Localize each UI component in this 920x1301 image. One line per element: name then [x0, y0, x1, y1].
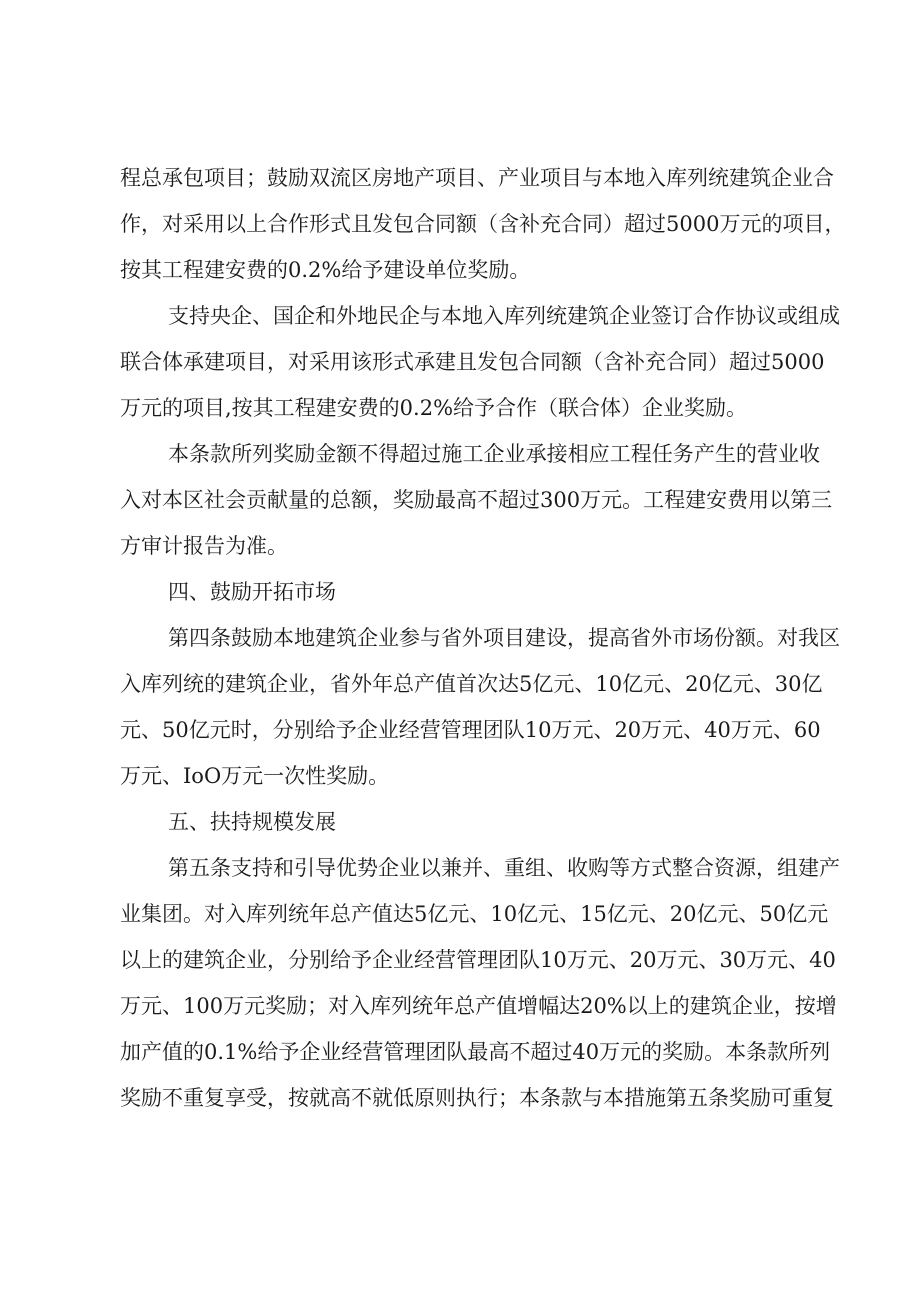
paragraph-line: 程总承包项目；鼓励双流区房地产项目、产业项目与本地入库列统建筑企业合	[120, 166, 834, 190]
paragraph-line: 万元、IoO万元一次性奖励。	[120, 764, 390, 788]
paragraph-line: 第四条鼓励本地建筑企业参与省外项目建设，提高省外市场份额。对我区	[168, 626, 840, 650]
paragraph-line: 方审计报告为准。	[120, 534, 288, 558]
paragraph-line: 联合体承建项目，对采用该形式承建且发包合同额（含补充合同）超过5000	[120, 350, 825, 374]
paragraph-line: 万元的项目,按其工程建安费的0.2%给予合作（联合体）企业奖励。	[120, 396, 748, 420]
paragraph-line: 支持央企、国企和外地民企与本地入库列统建筑企业签订合作协议或组成	[168, 304, 840, 328]
section-heading-4: 四、鼓励开拓市场	[168, 580, 336, 604]
paragraph-line: 元、50亿元时，分别给予企业经营管理团队10万元、20万元、40万元、60	[120, 718, 821, 742]
paragraph-line: 加产值的0.1%给予企业经营管理团队最高不超过40万元的奖励。本条款所列	[120, 1040, 831, 1064]
paragraph-line: 奖励不重复享受，按就高不就低原则执行；本条款与本措施第五条奖励可重复	[120, 1086, 834, 1110]
document-body	[120, 155, 846, 1121]
paragraph-line: 本条款所列奖励金额不得超过施工企业承接相应工程任务产生的营业收	[168, 442, 820, 466]
paragraph-line: 入对本区社会贡献量的总额，奖励最高不超过300万元。工程建安费用以第三	[120, 488, 833, 512]
paragraph-line: 业集团。对入库列统年总产值达5亿元、10亿元、15亿元、20亿元、50亿元	[120, 902, 829, 926]
paragraph-line: 按其工程建安费的0.2%给予建设单位奖励。	[120, 258, 531, 282]
paragraph-line: 第五条支持和引导优势企业以兼并、重组、收购等方式整合资源，组建产	[168, 856, 840, 880]
paragraph-line: 入库列统的建筑企业，省外年总产值首次达5亿元、10亿元、20亿元、30亿	[120, 672, 823, 696]
paragraph-line: 作，对采用以上合作形式且发包合同额（含补充合同）超过5000万元的项目，	[120, 212, 846, 236]
paragraph-line: 万元、100万元奖励；对入库列统年总产值增幅达20%以上的建筑企业，按增	[120, 994, 837, 1018]
paragraph-line: 以上的建筑企业，分别给予企业经营管理团队10万元、20万元、30万元、40	[120, 948, 836, 972]
section-heading-5: 五、扶持规模发展	[168, 810, 336, 834]
